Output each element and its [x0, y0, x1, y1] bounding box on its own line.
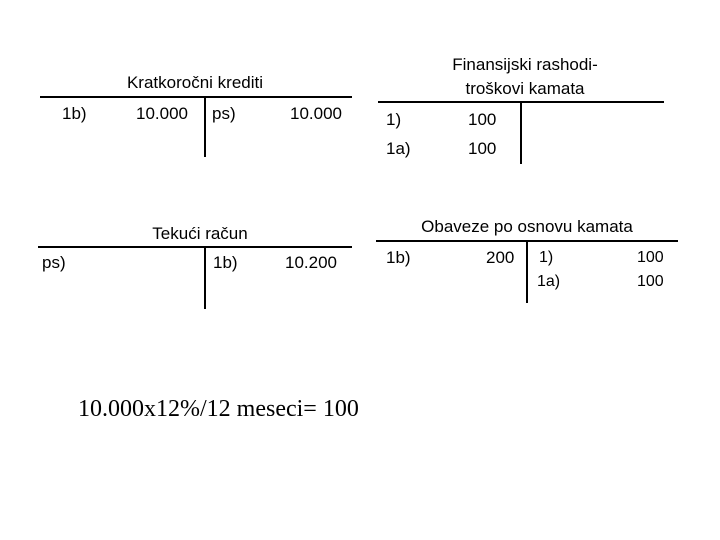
account-title-line2: troškovi kamata	[465, 79, 585, 98]
t-account-vertical-line	[204, 247, 206, 309]
t-account-horizontal-line	[38, 246, 352, 248]
credit-amount: 100	[637, 273, 664, 290]
t-account-vertical-line	[520, 102, 522, 164]
debit-ref: 1a)	[386, 139, 411, 158]
credit-ref: 1b)	[213, 253, 238, 272]
account-title: Obaveze po osnovu kamata	[421, 217, 633, 236]
account-title-line1: Finansijski rashodi-	[452, 55, 598, 74]
credit-ref: 1a)	[537, 273, 561, 290]
t-account-horizontal-line	[40, 96, 352, 98]
account-title: Tekući račun	[152, 224, 248, 243]
debit-ref: ps)	[42, 253, 66, 272]
debit-ref: 1)	[386, 110, 402, 129]
debit-amount: 100	[468, 110, 497, 129]
debit-ref: 1b)	[62, 104, 87, 123]
credit-amount: 100	[637, 249, 664, 266]
account-title: Kratkoročni krediti	[126, 73, 264, 92]
credit-amount: 10.000	[290, 104, 342, 123]
debit-ref: 1b)	[386, 248, 411, 267]
credit-amount: 10.200	[285, 253, 337, 272]
credit-ref: ps)	[212, 104, 236, 123]
debit-amount: 200	[486, 248, 515, 267]
t-account-vertical-line	[204, 97, 206, 157]
debit-amount: 10.000	[136, 104, 188, 123]
t-account-vertical-line	[526, 241, 528, 303]
debit-amount: 100	[468, 139, 497, 158]
interest-formula: 10.000x12%/12 meseci= 100	[78, 396, 359, 422]
credit-ref: 1)	[539, 249, 554, 266]
